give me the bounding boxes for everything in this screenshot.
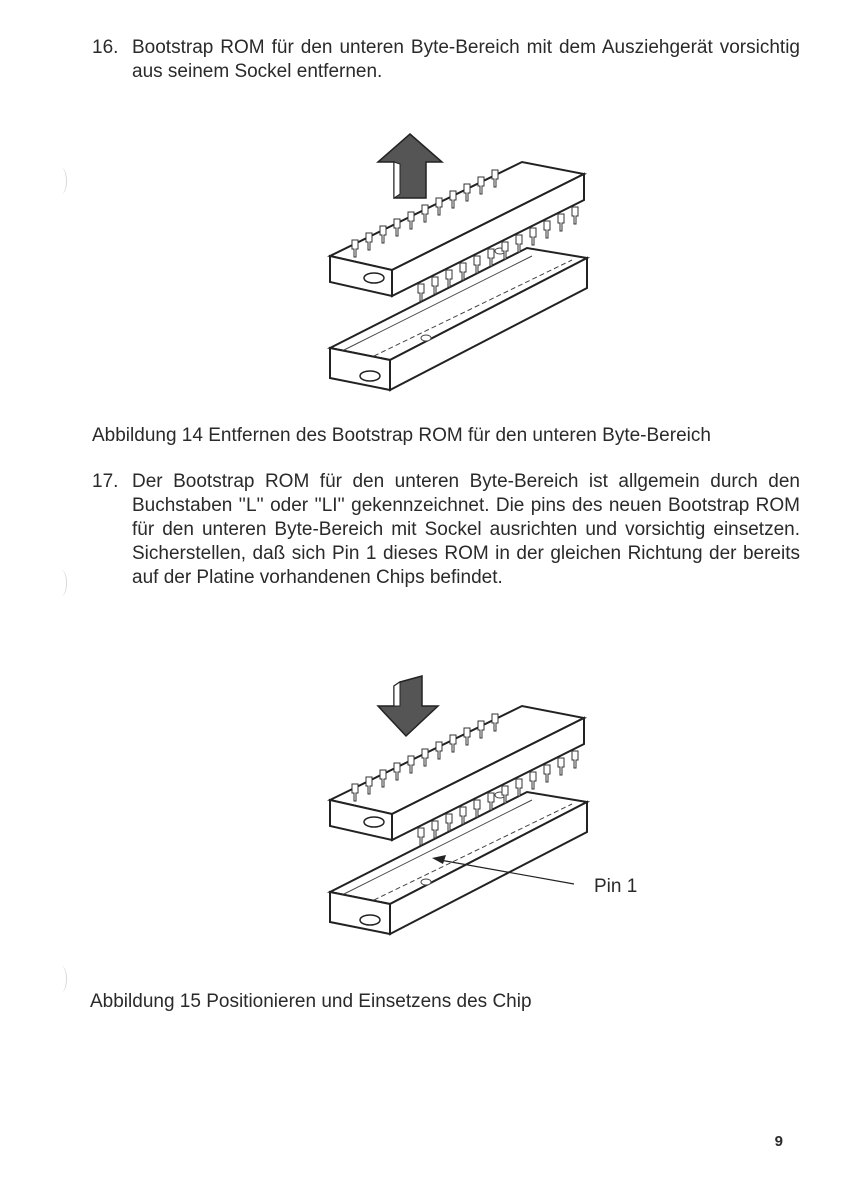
figure-14-chip-removal (322, 128, 594, 400)
margin-mark (56, 168, 67, 194)
margin-mark (56, 570, 67, 596)
step-text: Der Bootstrap ROM für den unteren Byte-Bereich ist allgemein durch den Buchstaben ''L'' oder ''LI'' gekennzeichnet. Die pins des neuen Bootstrap ROM für den unteren Byte-Bereich mit Sockel ausrichten und vorsichtig einsetzen. Sicherstellen, daß sich Pin 1 dieses ROM in der gleichen Richtung der bereits auf der Platine vorhandenen Chips befindet. (132, 471, 800, 588)
margin-mark (56, 966, 67, 992)
step-number: 17. (92, 471, 119, 492)
figure-15-caption: Abbildung 15 Positionieren und Einsetzens des Chip (90, 991, 532, 1012)
figure-14-caption: Abbildung 14 Entfernen des Bootstrap ROM für den unteren Byte-Bereich (92, 425, 711, 446)
page-number: 9 (774, 1133, 783, 1150)
step-17 (92, 470, 800, 590)
step-text: Bootstrap ROM für den unteren Byte-Bereich mit dem Ausziehgerät vorsichtig aus seinem Sockel entfernen. (132, 37, 800, 82)
arrow-up-icon (378, 134, 442, 198)
pin-1-label: Pin 1 (594, 876, 638, 897)
step-number: 16. (92, 37, 119, 58)
figure-15-chip-insertion (322, 672, 594, 944)
step-16 (92, 36, 800, 84)
arrow-down-icon (378, 676, 438, 736)
